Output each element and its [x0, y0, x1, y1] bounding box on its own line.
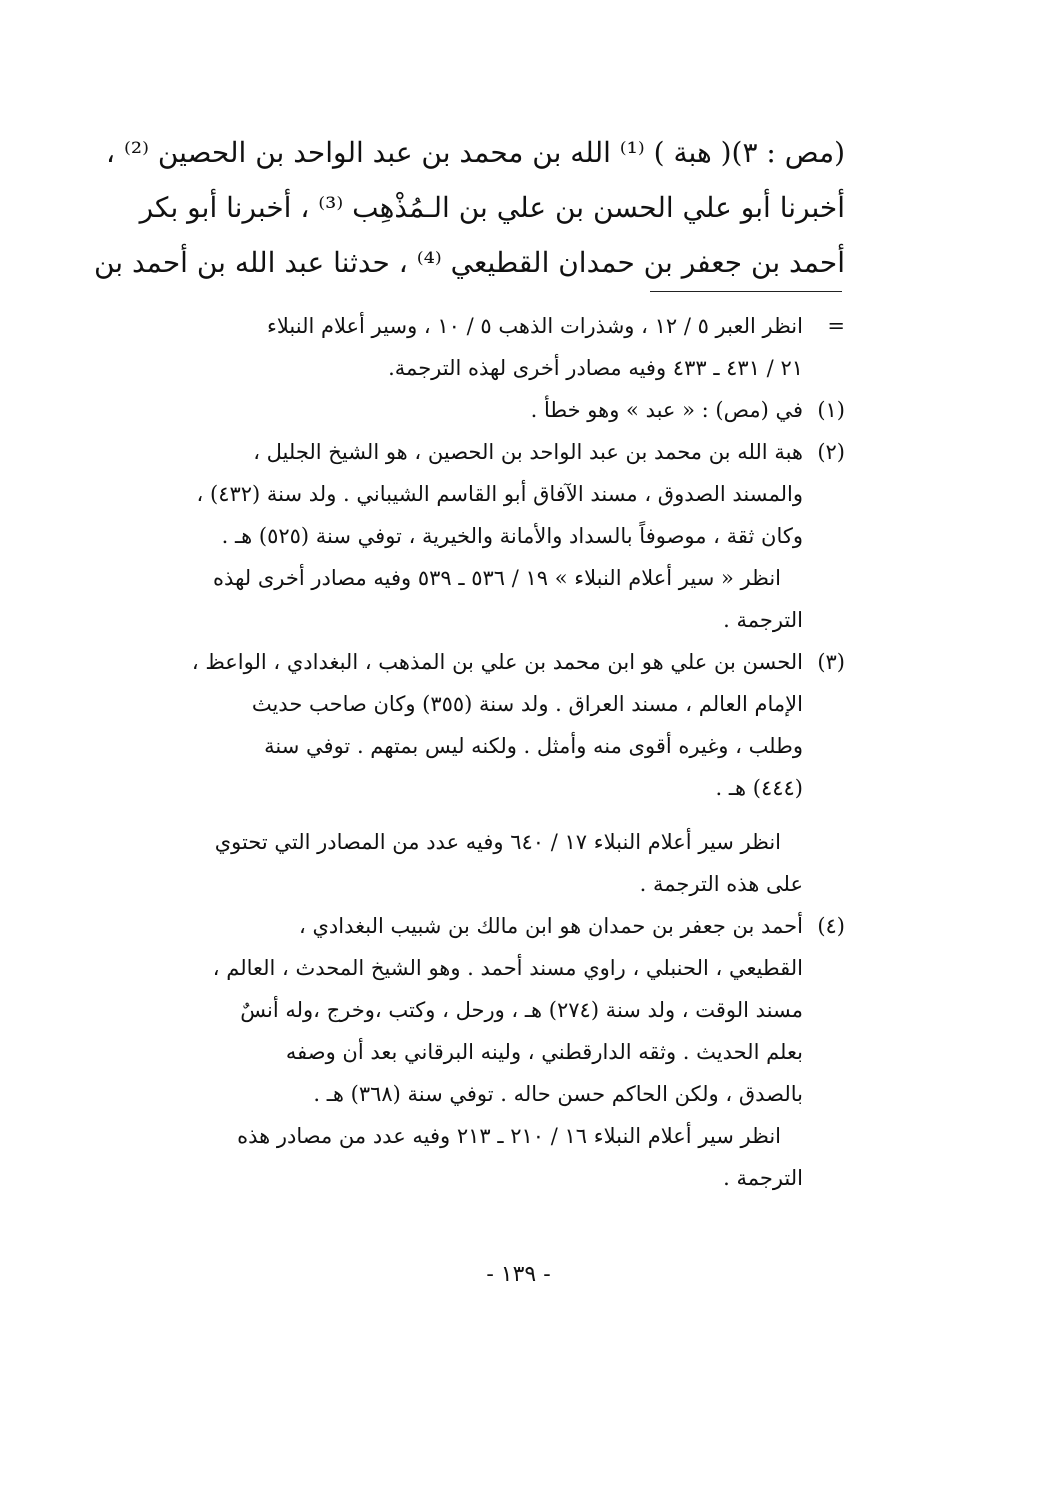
- main-line: أحمد بن جعفر بن حمدان القطيعي ⁽⁴⁾ ، حدثنا عبد الله بن أحمد بن: [93, 246, 845, 279]
- footnote-line: القطيعي ، الحنبلي ، راوي مسند أحمد . وهو الشيخ المحدث ، العالم ،: [212, 956, 803, 980]
- footnote-line: في (مص) : « عبد » وهو خطأ .: [530, 398, 803, 422]
- footnote-reference-line: على هذه الترجمة .: [639, 872, 803, 896]
- paragraph-gap: [165, 809, 803, 821]
- footnote-line: مسند الوقت ، ولد سنة (٢٧٤) هـ ، ورحل ، وكتب ،وخرج ،وله أنسٌ: [240, 998, 803, 1022]
- footnote-4: [165, 905, 845, 1199]
- footnote-line: الحسن بن علي هو ابن محمد بن علي بن المذهب ، البغدادي ، الواعظ ،: [191, 650, 803, 674]
- footnote-line: (٤٤٤) هـ .: [715, 776, 803, 800]
- footnote-line: الإمام العالم ، مسند العراق . ولد سنة (٣٥٥) وكان صاحب حديث: [251, 692, 803, 716]
- main-line: (مص : ٣)( هبة ) ⁽¹⁾ الله بن محمد بن عبد الواحد بن الحصين ⁽²⁾ ،: [106, 136, 845, 169]
- footnote-number: (٣): [817, 650, 845, 674]
- footnote-number: (٢): [817, 440, 845, 464]
- footnote-1: [165, 389, 845, 431]
- continuation-mark: =: [827, 314, 845, 338]
- footnote-line: والمسند الصدوق ، مسند الآفاق أبو القاسم الشيباني . ولد سنة (٤٣٢) ،: [196, 482, 803, 506]
- footnote-line: انظر العبر ٥ / ١٢ ، وشذرات الذهب ٥ / ١٠ ، وسير أعلام النبلاء: [267, 314, 803, 338]
- footnote-number: (٤): [817, 914, 845, 938]
- main-text: [93, 125, 845, 290]
- footnote-line: وطلب ، وغيره أقوى منه وأمثل . ولكنه ليس بمتهم . توفي سنة: [264, 734, 803, 758]
- footnote-line: هبة الله بن محمد بن عبد الواحد بن الحصين ، هو الشيخ الجليل ،: [253, 440, 803, 464]
- footnote-number: (١): [817, 398, 845, 422]
- footnote-reference-line: الترجمة .: [723, 1166, 803, 1190]
- main-line: أخبرنا أبو علي الحسن بن علي بن الـمُذْهِب ⁽³⁾ ، أخبرنا أبو بكر: [139, 191, 845, 224]
- footnote-line: وكان ثقة ، موصوفاً بالسداد والأمانة والخيرية ، توفي سنة (٥٢٥) هـ .: [221, 524, 803, 548]
- footnotes: [165, 305, 845, 1199]
- footnote-reference-line: الترجمة .: [723, 608, 803, 632]
- footnote-line: ٢١ / ٤٣١ ـ ٤٣٣ وفيه مصادر أخرى لهذه الترجمة.: [388, 356, 803, 380]
- footnote-2: [165, 431, 845, 641]
- footnote-3: [165, 641, 845, 905]
- page-number: - ١٣٩ -: [486, 1262, 551, 1287]
- footnote-reference-line: انظر سير أعلام النبلاء ١٦ / ٢١٠ ـ ٢١٣ وفيه عدد من مصادر هذه: [237, 1124, 781, 1148]
- footnote-line: أحمد بن جعفر بن حمدان هو ابن مالك بن شبيب البغدادي ،: [299, 914, 803, 938]
- footnote-separator: [650, 291, 842, 292]
- footnote-line: بالصدق ، ولكن الحاكم حسن حاله . توفي سنة (٣٦٨) هـ .: [313, 1082, 803, 1106]
- footnote-line: بعلم الحديث . وثقه الدارقطني ، ولينه البرقاني بعد أن وصفه: [285, 1040, 803, 1064]
- footnote-reference-line: انظر « سير أعلام النبلاء » ١٩ / ٥٣٦ ـ ٥٣٩ وفيه مصادر أخرى لهذه: [213, 566, 781, 590]
- footnote-continuation: [165, 305, 845, 389]
- footnote-reference-line: انظر سير أعلام النبلاء ١٧ / ٦٤٠ وفيه عدد من المصادر التي تحتوي: [214, 830, 781, 854]
